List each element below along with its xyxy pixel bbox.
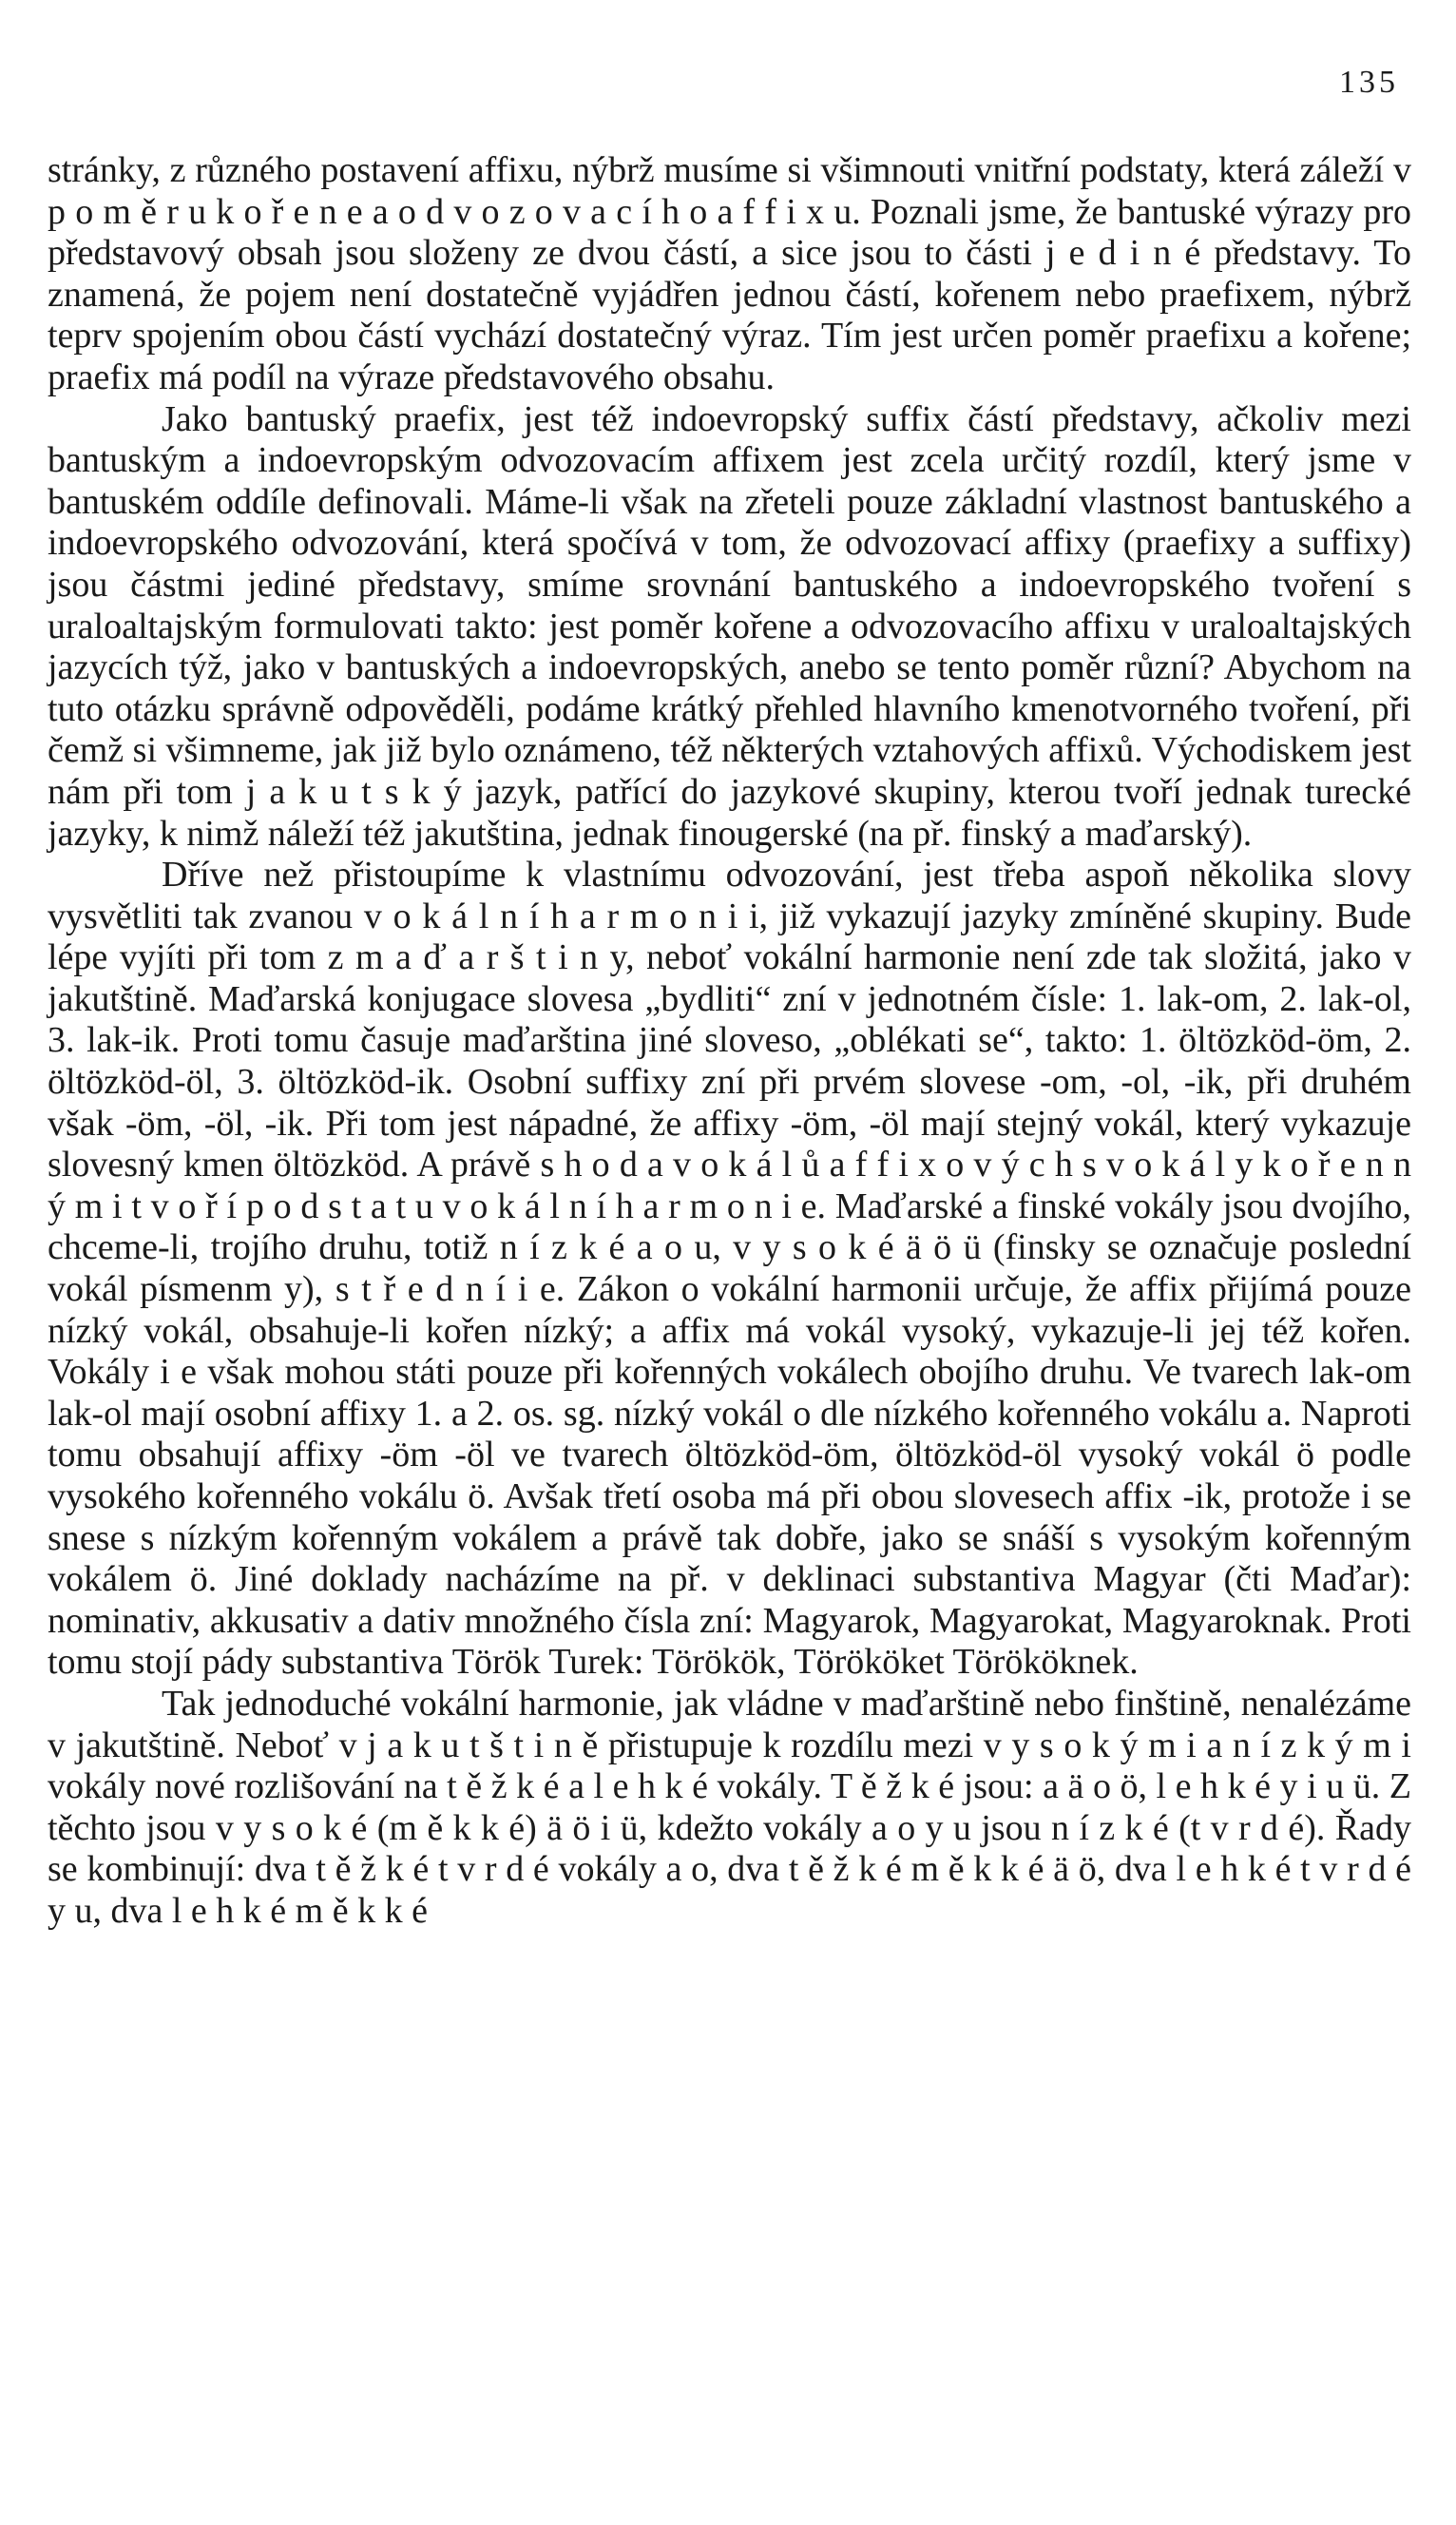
paragraph: stránky, z různého postavení affixu, nýbrž musíme si všimnouti vnitřní podstaty, která záleží v p o m ě r u k o ř e n e a o d v o z o v a c í h o a f f i x u. Poznali jsme, že bantuské výrazy pro představový obsah jsou složeny ze dvou částí, a sice jsou to části j e d i n é představy. To znamená, že pojem není dostatečně vyjádřen jednou částí, kořenem nebo praefixem, nýbrž teprv spojením obou částí vychází dostatečný výraz. Tím jest určen poměr praefixu a kořene; praefix má podíl na výraze představového obsahu. [48,150,1411,397]
paragraph: Jako bantuský praefix, jest též indoevropský suffix částí představy, ačkoliv mezi bantuským a indoevropským odvozovacím affixem jest zcela určitý rozdíl, který jsme v bantuském oddíle definovali. Máme-li však na zřeteli pouze základní vlastnost bantuského a indoevropského odvozování, která spočívá v tom, že odvozovací affixy (praefixy a suffixy) jsou částmi jediné představy, smíme srovnání bantuského a indoevropského tvoření s uraloaltajským formulovati takto: jest poměr kořene a odvozovacího affixu v uraloaltajských jazycích týž, jako v bantuských a indoevropských, anebo se tento poměr různí? Abychom na tuto otázku správně odpověděli, podáme krátký přehled hlavního kmenotvorného tvoření, při čemž si všimneme, jak již bylo oznámeno, též některých vztahových affixů. Východiskem jest nám při tom j a k u t s k ý jazyk, patřící do jazykové skupiny, kterou tvoří jednak turecké jazyky, k nimž náleží též jakutština, jednak finougerské (na př. finský a maďarský). [48,398,1411,854]
page-number: 135 [1339,65,1399,100]
paragraph: Dříve než přistoupíme k vlastnímu odvozování, jest třeba aspoň několika slovy vysvětliti tak zvanou v o k á l n í h a r m o n i i, již vykazují jazyky zmíněné skupiny. Bude lépe vyjíti při tom z m a ď a r š t i n y, neboť vokální harmonie není zde tak složitá, jako v jakutštině. Maďarská konjugace slovesa „bydliti“ zní v jednotném čísle: 1. lak-om, 2. lak-ol, 3. lak-ik. Proti tomu časuje maďarština jiné sloveso, „oblékati se“, takto: 1. öltözköd-öm, 2. öltözköd-öl, 3. öltözköd-ik. Osobní suffixy zní při prvém slovese -om, -ol, -ik, při druhém však -öm, -öl, -ik. Při tom jest nápadné, že affixy -öm, -öl mají stejný vokál, který vykazuje slovesný kmen öltözköd. A právě s h o d a v o k á l ů a f f i x o v ý c h s v o k á l y k o ř e n n ý m i t v o ř í p o d s t a t u v o k á l n í h a r m o n i e. Maďarské a finské vokály jsou dvojího, chceme-li, trojího druhu, totiž n í z k é a o u, v y s o k é ä ö ü (finsky se označuje poslední vokál písmenm y), s t ř e d n í i e. Zákon o vokální harmonii určuje, že affix přijímá pouze nízký vokál, obsahuje-li kořen nízký; a affix má vokál vysoký, vykazuje-li jej též kořen. Vokály i e však mohou státi pouze při kořenných vokálech obojího druhu. Ve tvarech lak-om lak-ol mají osobní affixy 1. a 2. os. sg. nízký vokál o dle nízkého kořenného vokálu a. Naproti tomu obsahují affixy -öm -öl ve tvarech öltözköd-öm, öltözköd-öl vysoký vokál ö podle vysokého kořenného vokálu ö. Avšak třetí osoba má při obou slovesech affix -ik, protože i se snese s nízkým kořenným vokálem a právě tak dobře, jako se snáší s vysokým kořenným vokálem ö. Jiné doklady nacházíme na př. v deklinaci substantiva Magyar (čti Maďar): nominativ, akkusativ a dativ množného čísla zní: Magyarok, Magyarokat, Magyaroknak. Proti tomu stojí pády substantiva Török Turek: Törökök, Törököket Törököknek. [48,855,1411,1683]
paragraph: Tak jednoduché vokální harmonie, jak vládne v maďarštině nebo finštině, nenalézáme v jakutštině. Neboť v j a k u t š t i n ě přistupuje k rozdílu mezi v y s o k ý m i a n í z k ý m i vokály nové rozlišování na t ě ž k é a l e h k é vokály. T ě ž k é jsou: a ä o ö, l e h k é y i u ü. Z těchto jsou v y s o k é (m ě k k é) ä ö i ü, kdežto vokály a o y u jsou n í z k é (t v r d é). Řady se kombinují: dva t ě ž k é t v r d é vokály a o, dva t ě ž k é m ě k k é ä ö, dva l e h k é t v r d é y u, dva l e h k é m ě k k é [48,1683,1411,1931]
body-text [48,150,1411,1933]
